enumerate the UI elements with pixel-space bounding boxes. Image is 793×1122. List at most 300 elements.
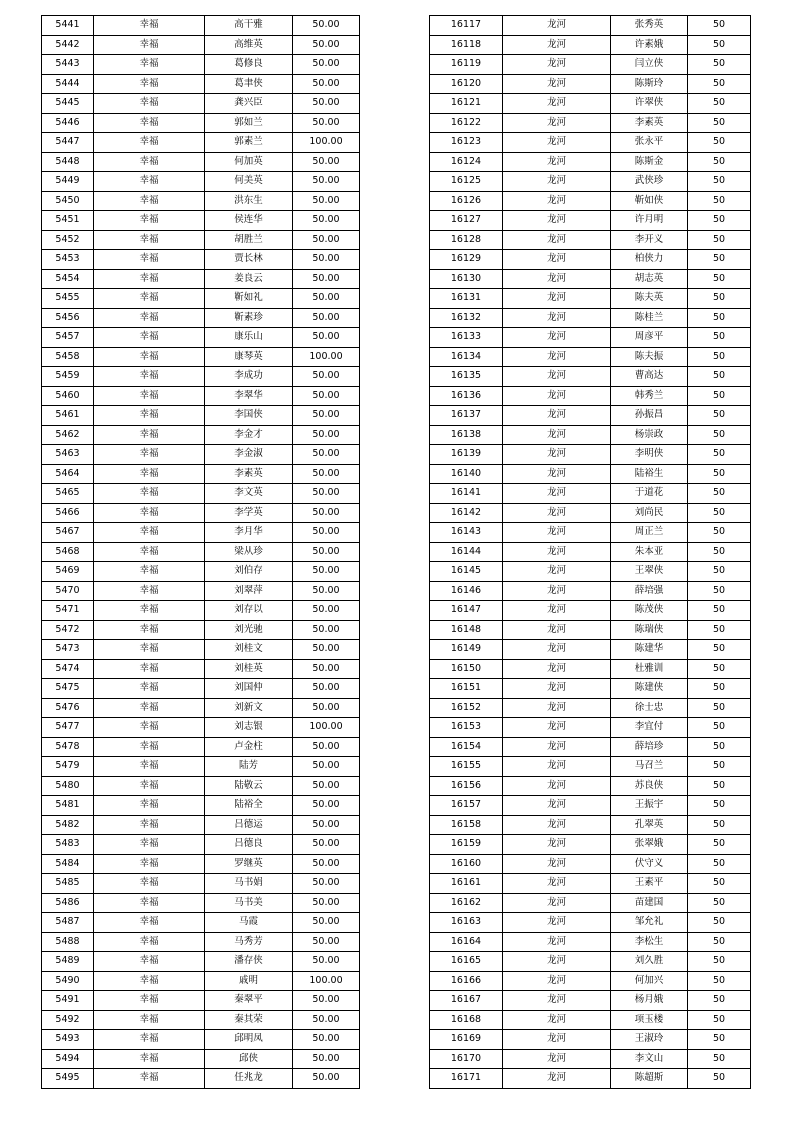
table-row: [430, 796, 751, 816]
id-cell: 5480: [42, 776, 94, 796]
name-cell: 马秀芳: [205, 932, 293, 952]
name-cell: 罗继英: [205, 854, 293, 874]
table-row: [42, 35, 360, 55]
table-row: [430, 152, 751, 172]
table-row: [42, 503, 360, 523]
table-row: [42, 425, 360, 445]
name-cell: 刘光驰: [205, 620, 293, 640]
table-row: [42, 952, 360, 972]
name-cell: 李宜付: [611, 718, 688, 738]
name-cell: 李金淑: [205, 445, 293, 465]
amount-cell: 50.00: [293, 1010, 360, 1030]
name-cell: 孙振昌: [611, 406, 688, 426]
amount-cell: 50.00: [293, 250, 360, 270]
name-cell: 郭素兰: [205, 133, 293, 153]
region-cell: 幸福: [94, 94, 205, 114]
region-cell: 龙河: [503, 932, 611, 952]
region-cell: 龙河: [503, 737, 611, 757]
region-cell: 龙河: [503, 952, 611, 972]
amount-cell: 50.00: [293, 581, 360, 601]
id-cell: 5443: [42, 55, 94, 75]
table-row: [42, 620, 360, 640]
table-row: [42, 386, 360, 406]
region-cell: 龙河: [503, 367, 611, 387]
name-cell: 陆芳: [205, 757, 293, 777]
id-cell: 5468: [42, 542, 94, 562]
amount-cell: 50: [688, 172, 751, 192]
id-cell: 5445: [42, 94, 94, 114]
id-cell: 16134: [430, 347, 503, 367]
id-cell: 5462: [42, 425, 94, 445]
name-cell: 龚兴臣: [205, 94, 293, 114]
region-cell: 幸福: [94, 425, 205, 445]
amount-cell: 50: [688, 562, 751, 582]
id-cell: 16129: [430, 250, 503, 270]
name-cell: 康乐山: [205, 328, 293, 348]
amount-cell: 50.00: [293, 523, 360, 543]
table-row: [42, 1049, 360, 1069]
name-cell: 陆裕全: [205, 796, 293, 816]
name-cell: 李文山: [611, 1049, 688, 1069]
id-cell: 16147: [430, 601, 503, 621]
table-row: [430, 913, 751, 933]
amount-cell: 50.00: [293, 835, 360, 855]
region-cell: 幸福: [94, 659, 205, 679]
amount-cell: 50.00: [293, 698, 360, 718]
amount-cell: 50.00: [293, 503, 360, 523]
table-row: [430, 425, 751, 445]
name-cell: 徐士忠: [611, 698, 688, 718]
name-cell: 侯连华: [205, 211, 293, 231]
region-cell: 龙河: [503, 386, 611, 406]
table-row: [42, 854, 360, 874]
id-cell: 16152: [430, 698, 503, 718]
amount-cell: 50.00: [293, 620, 360, 640]
amount-cell: 50.00: [293, 191, 360, 211]
region-cell: 龙河: [503, 718, 611, 738]
amount-cell: 50: [688, 796, 751, 816]
name-cell: 胡志英: [611, 269, 688, 289]
amount-cell: 50.00: [293, 464, 360, 484]
table-row: [42, 913, 360, 933]
id-cell: 16125: [430, 172, 503, 192]
table-row: [42, 1030, 360, 1050]
amount-cell: 50: [688, 698, 751, 718]
region-cell: 龙河: [503, 1049, 611, 1069]
id-cell: 5444: [42, 74, 94, 94]
id-cell: 5466: [42, 503, 94, 523]
name-cell: 靳素珍: [205, 308, 293, 328]
name-cell: 陈建华: [611, 640, 688, 660]
id-cell: 16140: [430, 464, 503, 484]
region-cell: 幸福: [94, 152, 205, 172]
amount-cell: 50: [688, 1049, 751, 1069]
id-cell: 5495: [42, 1069, 94, 1089]
region-cell: 龙河: [503, 757, 611, 777]
amount-cell: 50.00: [293, 152, 360, 172]
region-cell: 幸福: [94, 991, 205, 1011]
name-cell: 朱本亚: [611, 542, 688, 562]
name-cell: 陈斯金: [611, 152, 688, 172]
region-cell: 幸福: [94, 386, 205, 406]
id-cell: 5452: [42, 230, 94, 250]
region-cell: 幸福: [94, 640, 205, 660]
amount-cell: 50: [688, 55, 751, 75]
id-cell: 16128: [430, 230, 503, 250]
id-cell: 5463: [42, 445, 94, 465]
amount-cell: 50.00: [293, 874, 360, 894]
region-cell: 龙河: [503, 874, 611, 894]
id-cell: 5482: [42, 815, 94, 835]
table-row: [430, 386, 751, 406]
region-cell: 幸福: [94, 776, 205, 796]
id-cell: 5460: [42, 386, 94, 406]
region-cell: 幸福: [94, 562, 205, 582]
amount-cell: 50.00: [293, 952, 360, 972]
name-cell: 刘存以: [205, 601, 293, 621]
region-cell: 幸福: [94, 503, 205, 523]
amount-cell: 50.00: [293, 562, 360, 582]
id-cell: 16146: [430, 581, 503, 601]
table-row: [430, 698, 751, 718]
id-cell: 5473: [42, 640, 94, 660]
region-cell: 幸福: [94, 854, 205, 874]
name-cell: 张秀英: [611, 16, 688, 36]
table-row: [430, 464, 751, 484]
amount-cell: 50.00: [293, 1069, 360, 1089]
name-cell: 高维英: [205, 35, 293, 55]
id-cell: 16124: [430, 152, 503, 172]
id-cell: 5472: [42, 620, 94, 640]
id-cell: 5458: [42, 347, 94, 367]
id-cell: 5474: [42, 659, 94, 679]
table-row: [42, 601, 360, 621]
region-cell: 幸福: [94, 737, 205, 757]
region-cell: 幸福: [94, 1069, 205, 1089]
amount-cell: 50: [688, 893, 751, 913]
table-row: [42, 74, 360, 94]
name-cell: 柏侠力: [611, 250, 688, 270]
table-row: [430, 893, 751, 913]
region-cell: 幸福: [94, 874, 205, 894]
region-cell: 龙河: [503, 776, 611, 796]
name-cell: 葛聿侠: [205, 74, 293, 94]
region-cell: 幸福: [94, 1030, 205, 1050]
amount-cell: 100.00: [293, 718, 360, 738]
name-cell: 何加英: [205, 152, 293, 172]
table-row: [430, 718, 751, 738]
amount-cell: 50.00: [293, 932, 360, 952]
id-cell: 5459: [42, 367, 94, 387]
region-cell: 龙河: [503, 464, 611, 484]
id-cell: 5450: [42, 191, 94, 211]
amount-cell: 50.00: [293, 230, 360, 250]
table-row: [42, 523, 360, 543]
table-row: [42, 1069, 360, 1089]
region-cell: 幸福: [94, 113, 205, 133]
table-row: [42, 737, 360, 757]
amount-cell: 50: [688, 113, 751, 133]
id-cell: 5490: [42, 971, 94, 991]
amount-cell: 50: [688, 289, 751, 309]
table-row: [430, 581, 751, 601]
amount-cell: 50.00: [293, 484, 360, 504]
table-row: [42, 640, 360, 660]
id-cell: 5447: [42, 133, 94, 153]
amount-cell: 50: [688, 16, 751, 36]
region-cell: 幸福: [94, 35, 205, 55]
name-cell: 任兆龙: [205, 1069, 293, 1089]
table-row: [430, 562, 751, 582]
name-cell: 李松生: [611, 932, 688, 952]
id-cell: 16135: [430, 367, 503, 387]
table-row: [430, 35, 751, 55]
region-cell: 幸福: [94, 308, 205, 328]
amount-cell: 50.00: [293, 796, 360, 816]
region-cell: 幸福: [94, 347, 205, 367]
table-row: [42, 542, 360, 562]
amount-cell: 50: [688, 425, 751, 445]
amount-cell: 50: [688, 367, 751, 387]
id-cell: 16123: [430, 133, 503, 153]
id-cell: 16157: [430, 796, 503, 816]
id-cell: 5487: [42, 913, 94, 933]
name-cell: 李金才: [205, 425, 293, 445]
amount-cell: 50.00: [293, 35, 360, 55]
region-cell: 幸福: [94, 328, 205, 348]
region-cell: 幸福: [94, 952, 205, 972]
table-row: [430, 133, 751, 153]
amount-cell: 50: [688, 1069, 751, 1089]
id-cell: 5479: [42, 757, 94, 777]
id-cell: 16148: [430, 620, 503, 640]
amount-cell: 100.00: [293, 971, 360, 991]
id-cell: 16156: [430, 776, 503, 796]
amount-cell: 50: [688, 776, 751, 796]
table-row: [42, 815, 360, 835]
name-cell: 苗建国: [611, 893, 688, 913]
amount-cell: 50.00: [293, 308, 360, 328]
table-row: [430, 971, 751, 991]
name-cell: 康琴英: [205, 347, 293, 367]
amount-cell: 50: [688, 835, 751, 855]
name-cell: 李素英: [611, 113, 688, 133]
right-table: [429, 15, 751, 1089]
id-cell: 16170: [430, 1049, 503, 1069]
amount-cell: 50.00: [293, 425, 360, 445]
amount-cell: 50.00: [293, 94, 360, 114]
amount-cell: 50.00: [293, 913, 360, 933]
name-cell: 刘桂文: [205, 640, 293, 660]
name-cell: 吕德良: [205, 835, 293, 855]
table-row: [42, 250, 360, 270]
region-cell: 幸福: [94, 367, 205, 387]
table-row: [430, 874, 751, 894]
name-cell: 李明侠: [611, 445, 688, 465]
name-cell: 李国侠: [205, 406, 293, 426]
id-cell: 5442: [42, 35, 94, 55]
region-cell: 龙河: [503, 484, 611, 504]
table-row: [42, 562, 360, 582]
table-row: [430, 269, 751, 289]
table-row: [42, 16, 360, 36]
amount-cell: 50: [688, 523, 751, 543]
region-cell: 龙河: [503, 347, 611, 367]
region-cell: 龙河: [503, 230, 611, 250]
id-cell: 5461: [42, 406, 94, 426]
table-row: [42, 230, 360, 250]
table-row: [430, 308, 751, 328]
table-row: [42, 464, 360, 484]
id-cell: 16130: [430, 269, 503, 289]
id-cell: 16138: [430, 425, 503, 445]
id-cell: 16151: [430, 679, 503, 699]
id-cell: 5491: [42, 991, 94, 1011]
region-cell: 幸福: [94, 445, 205, 465]
name-cell: 武侠珍: [611, 172, 688, 192]
table-row: [430, 211, 751, 231]
table-row: [430, 679, 751, 699]
name-cell: 王翠侠: [611, 562, 688, 582]
region-cell: 龙河: [503, 1030, 611, 1050]
table-row: [430, 445, 751, 465]
name-cell: 陈瑞侠: [611, 620, 688, 640]
id-cell: 5492: [42, 1010, 94, 1030]
table-row: [42, 211, 360, 231]
name-cell: 秦翠平: [205, 991, 293, 1011]
amount-cell: 50: [688, 952, 751, 972]
amount-cell: 50: [688, 250, 751, 270]
region-cell: 龙河: [503, 679, 611, 699]
name-cell: 陈建侠: [611, 679, 688, 699]
name-cell: 孔翠英: [611, 815, 688, 835]
region-cell: 幸福: [94, 971, 205, 991]
name-cell: 吕德运: [205, 815, 293, 835]
amount-cell: 50.00: [293, 854, 360, 874]
amount-cell: 50: [688, 328, 751, 348]
name-cell: 陈夫英: [611, 289, 688, 309]
amount-cell: 50.00: [293, 815, 360, 835]
region-cell: 幸福: [94, 406, 205, 426]
table-row: [42, 757, 360, 777]
name-cell: 薛培强: [611, 581, 688, 601]
region-cell: 幸福: [94, 172, 205, 192]
name-cell: 戚明: [205, 971, 293, 991]
amount-cell: 50.00: [293, 406, 360, 426]
table-row: [430, 16, 751, 36]
id-cell: 5465: [42, 484, 94, 504]
table-row: [430, 757, 751, 777]
region-cell: 龙河: [503, 815, 611, 835]
id-cell: 5457: [42, 328, 94, 348]
table-row: [42, 991, 360, 1011]
region-cell: 龙河: [503, 289, 611, 309]
amount-cell: 50: [688, 932, 751, 952]
id-cell: 16118: [430, 35, 503, 55]
table-row: [42, 269, 360, 289]
name-cell: 马书娟: [205, 874, 293, 894]
table-row: [42, 55, 360, 75]
name-cell: 李月华: [205, 523, 293, 543]
region-cell: 龙河: [503, 562, 611, 582]
region-cell: 幸福: [94, 191, 205, 211]
name-cell: 周彦平: [611, 328, 688, 348]
amount-cell: 50: [688, 991, 751, 1011]
region-cell: 幸福: [94, 757, 205, 777]
name-cell: 陈茂侠: [611, 601, 688, 621]
region-cell: 龙河: [503, 328, 611, 348]
id-cell: 16137: [430, 406, 503, 426]
id-cell: 5478: [42, 737, 94, 757]
name-cell: 苏良侠: [611, 776, 688, 796]
table-row: [430, 55, 751, 75]
amount-cell: 50.00: [293, 55, 360, 75]
name-cell: 张翠娥: [611, 835, 688, 855]
amount-cell: 50: [688, 74, 751, 94]
id-cell: 16163: [430, 913, 503, 933]
region-cell: 幸福: [94, 1010, 205, 1030]
amount-cell: 50.00: [293, 737, 360, 757]
region-cell: 龙河: [503, 113, 611, 133]
region-cell: 龙河: [503, 991, 611, 1011]
table-row: [430, 172, 751, 192]
region-cell: 幸福: [94, 581, 205, 601]
table-row: [430, 191, 751, 211]
name-cell: 刘翠萍: [205, 581, 293, 601]
id-cell: 5476: [42, 698, 94, 718]
amount-cell: 50: [688, 854, 751, 874]
left-table: [41, 15, 360, 1089]
table-row: [42, 133, 360, 153]
table-row: [430, 640, 751, 660]
name-cell: 韩秀兰: [611, 386, 688, 406]
region-cell: 幸福: [94, 55, 205, 75]
amount-cell: 50.00: [293, 74, 360, 94]
amount-cell: 50.00: [293, 113, 360, 133]
table-row: [430, 815, 751, 835]
amount-cell: 50.00: [293, 659, 360, 679]
table-row: [430, 406, 751, 426]
name-cell: 杨崇政: [611, 425, 688, 445]
id-cell: 16149: [430, 640, 503, 660]
region-cell: 幸福: [94, 211, 205, 231]
name-cell: 刘志银: [205, 718, 293, 738]
id-cell: 16117: [430, 16, 503, 36]
name-cell: 邱侠: [205, 1049, 293, 1069]
amount-cell: 50: [688, 542, 751, 562]
region-cell: 龙河: [503, 971, 611, 991]
id-cell: 16164: [430, 932, 503, 952]
amount-cell: 50: [688, 815, 751, 835]
amount-cell: 50.00: [293, 289, 360, 309]
amount-cell: 50: [688, 308, 751, 328]
name-cell: 马召兰: [611, 757, 688, 777]
id-cell: 5453: [42, 250, 94, 270]
table-row: [42, 581, 360, 601]
amount-cell: 50: [688, 718, 751, 738]
id-cell: 16136: [430, 386, 503, 406]
region-cell: 龙河: [503, 133, 611, 153]
id-cell: 5481: [42, 796, 94, 816]
table-row: [430, 367, 751, 387]
region-cell: 幸福: [94, 133, 205, 153]
table-row: [42, 367, 360, 387]
name-cell: 李成功: [205, 367, 293, 387]
region-cell: 龙河: [503, 269, 611, 289]
amount-cell: 50: [688, 269, 751, 289]
amount-cell: 50.00: [293, 328, 360, 348]
id-cell: 16158: [430, 815, 503, 835]
